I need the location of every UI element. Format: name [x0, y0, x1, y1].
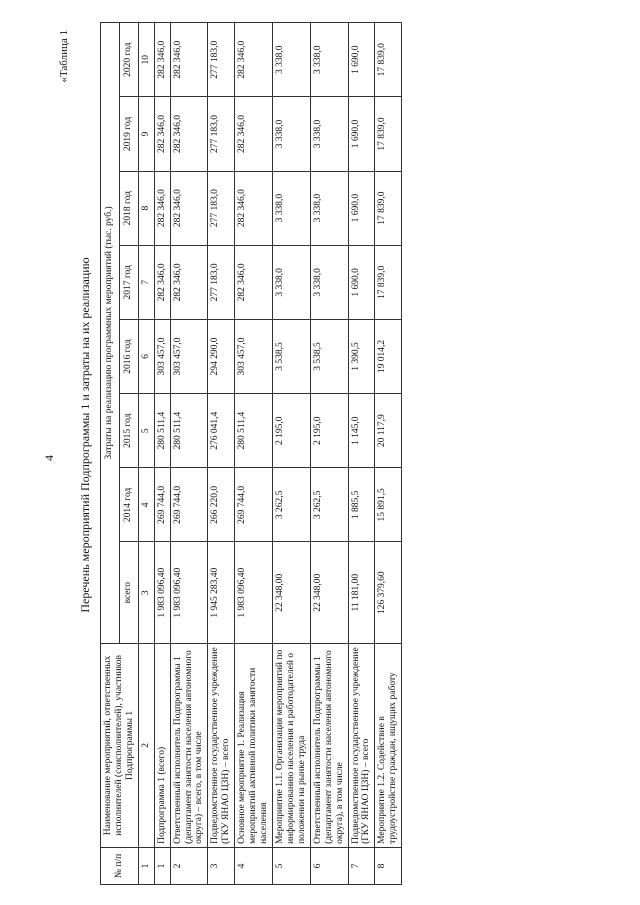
- header-name: Наименование мероприятий, ответственных исполнителей (соисполнителей), участников Подпрограммы 1: [101, 643, 139, 847]
- table-title: Перечень мероприятий Подпрограммы 1 и затраты на их реализацию: [78, 257, 92, 613]
- row-total: 22 348,00: [310, 542, 348, 643]
- row-2016: 1 390,5: [348, 319, 375, 393]
- row-2015: 276 041,4: [208, 394, 235, 468]
- row-2018: 282 346,0: [235, 171, 273, 245]
- row-2017: 282 346,0: [170, 245, 208, 319]
- header-num: № п/п: [101, 847, 139, 884]
- row-total: 11 181,00: [348, 542, 375, 643]
- row-2015: 2 195,0: [272, 394, 310, 468]
- page-number: 4: [42, 455, 56, 461]
- row-2016: 294 290,0: [208, 319, 235, 393]
- row-2014: 15 891,5: [375, 468, 402, 542]
- row-2019: 3 338,0: [272, 97, 310, 171]
- header-year: 2020 год: [119, 23, 138, 97]
- row-name: Ответственный исполнитель Подпрограммы 1 (департамент занятости населения автономного округа) – всего, в том числе: [170, 643, 208, 847]
- row-2014: 269 744,0: [235, 468, 273, 542]
- table-row: [310, 23, 348, 885]
- row-num: 3: [208, 847, 235, 884]
- row-2014: 1 885,5: [348, 468, 375, 542]
- row-2019: 1 690,0: [348, 97, 375, 171]
- column-index-row: [138, 23, 154, 885]
- row-num: 8: [375, 847, 402, 884]
- row-2014: 266 220,0: [208, 468, 235, 542]
- row-2017: 282 346,0: [154, 245, 170, 319]
- row-2018: 3 338,0: [310, 171, 348, 245]
- column-index: 4: [138, 468, 154, 542]
- row-2016: 3 538,5: [272, 319, 310, 393]
- table-row: [208, 23, 235, 885]
- row-2018: 1 690,0: [348, 171, 375, 245]
- row-name: Подведомственное государственное учреждение (ГКУ ЯНАО ЦЗН) – всего: [208, 643, 235, 847]
- table-row: [375, 23, 402, 885]
- header-year: 2014 год: [119, 468, 138, 542]
- column-index: 8: [138, 171, 154, 245]
- column-index: 2: [138, 643, 154, 847]
- row-2019: 17 839,0: [375, 97, 402, 171]
- row-2018: 282 346,0: [154, 171, 170, 245]
- row-2020: 17 839,0: [375, 23, 402, 97]
- row-2016: 19 014,2: [375, 319, 402, 393]
- row-name: Мероприятие 1.1. Организация мероприятий по информированию населения и работодателей о положении на рынке труда: [272, 643, 310, 847]
- row-num: 2: [170, 847, 208, 884]
- row-2015: 280 511,4: [154, 394, 170, 468]
- table-body: [154, 23, 402, 885]
- header-total: всего: [119, 542, 138, 643]
- header-year: 2019 год: [119, 97, 138, 171]
- row-2016: 303 457,0: [154, 319, 170, 393]
- row-2019: 282 346,0: [170, 97, 208, 171]
- table-row: [154, 23, 170, 885]
- row-2020: 282 346,0: [154, 23, 170, 97]
- column-index: 3: [138, 542, 154, 643]
- row-2020: 277 183,0: [208, 23, 235, 97]
- row-2014: 3 262,5: [272, 468, 310, 542]
- row-2014: 269 744,0: [154, 468, 170, 542]
- row-2016: 3 538,5: [310, 319, 348, 393]
- row-num: 5: [272, 847, 310, 884]
- row-2020: 1 690,0: [348, 23, 375, 97]
- header-year: 2017 год: [119, 245, 138, 319]
- column-index: 6: [138, 319, 154, 393]
- row-2017: 1 690,0: [348, 245, 375, 319]
- row-2015: 1 145,0: [348, 394, 375, 468]
- row-name: Ответственный исполнитель Подпрограммы 1 (департамент занятости населения автономного округа), в том числе: [310, 643, 348, 847]
- row-2017: 17 839,0: [375, 245, 402, 319]
- row-num: 1: [154, 847, 170, 884]
- row-2016: 303 457,0: [170, 319, 208, 393]
- header-year: 2016 год: [119, 319, 138, 393]
- row-2019: 282 346,0: [154, 97, 170, 171]
- column-index: 7: [138, 245, 154, 319]
- row-2020: 3 338,0: [272, 23, 310, 97]
- row-2019: 3 338,0: [310, 97, 348, 171]
- row-2016: 303 457,0: [235, 319, 273, 393]
- header-year: 2015 год: [119, 394, 138, 468]
- row-2017: 3 338,0: [272, 245, 310, 319]
- header-year: 2018 год: [119, 171, 138, 245]
- row-num: 7: [348, 847, 375, 884]
- row-2018: 3 338,0: [272, 171, 310, 245]
- row-total: 1 945 283,40: [208, 542, 235, 643]
- row-2015: 2 195,0: [310, 394, 348, 468]
- row-2020: 3 338,0: [310, 23, 348, 97]
- row-2014: 3 262,5: [310, 468, 348, 542]
- table-label: «Таблица 1: [58, 30, 70, 83]
- row-2017: 282 346,0: [235, 245, 273, 319]
- row-2019: 282 346,0: [235, 97, 273, 171]
- table-header: [101, 23, 155, 885]
- row-2018: 17 839,0: [375, 171, 402, 245]
- row-2020: 282 346,0: [170, 23, 208, 97]
- row-2019: 277 183,0: [208, 97, 235, 171]
- row-name: Мероприятие 1.2. Содействие в трудоустройстве граждан, ищущих работу: [375, 643, 402, 847]
- column-index: 1: [138, 847, 154, 884]
- row-2014: 269 744,0: [170, 468, 208, 542]
- row-2017: 3 338,0: [310, 245, 348, 319]
- row-total: 126 379,60: [375, 542, 402, 643]
- row-num: 4: [235, 847, 273, 884]
- row-num: 6: [310, 847, 348, 884]
- row-name: Подпрограмма 1 (всего): [154, 643, 170, 847]
- row-2018: 282 346,0: [170, 171, 208, 245]
- column-index: 10: [138, 23, 154, 97]
- row-2017: 277 183,0: [208, 245, 235, 319]
- row-2020: 282 346,0: [235, 23, 273, 97]
- table-row: [170, 23, 208, 885]
- row-2015: 280 511,4: [170, 394, 208, 468]
- row-total: 1 983 096,40: [154, 542, 170, 643]
- row-total: 1 983 096,40: [235, 542, 273, 643]
- column-index: 5: [138, 394, 154, 468]
- row-2015: 20 117,9: [375, 394, 402, 468]
- row-name: Подведомственное государственное учреждение (ГКУ ЯНАО ЦЗН) – всего: [348, 643, 375, 847]
- programs-table: [100, 22, 402, 885]
- column-index: 9: [138, 97, 154, 171]
- row-total: 1 983 096,40: [170, 542, 208, 643]
- row-total: 22 348,00: [272, 542, 310, 643]
- table-row: [348, 23, 375, 885]
- table-row: [272, 23, 310, 885]
- row-name: Основное мероприятие 1. Реализация мероприятий активной политики занятости населения: [235, 643, 273, 847]
- row-2015: 280 511,4: [235, 394, 273, 468]
- header-costs: Затраты на реализацию программных мероприятий (тыс. руб.): [101, 23, 120, 644]
- table-row: [235, 23, 273, 885]
- row-2018: 277 183,0: [208, 171, 235, 245]
